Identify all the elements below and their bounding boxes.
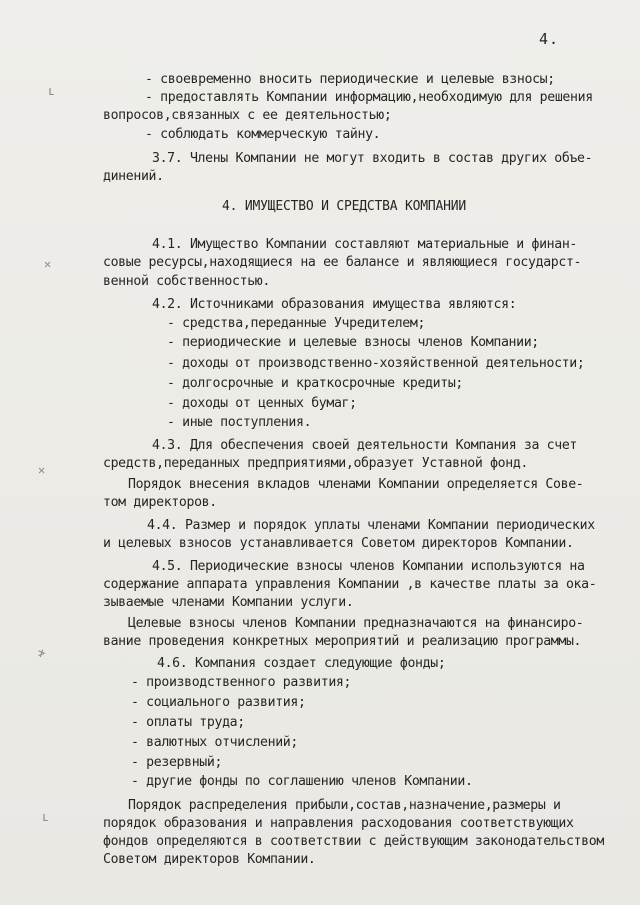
text-line: - долгосрочные и краткосрочные кредиты; <box>167 376 463 391</box>
text-line: вание проведения конкретных мероприятий и реализацию программы. <box>103 634 582 649</box>
text-line: 3.7. Члены Компании не могут входить в состав других объе- <box>152 151 593 166</box>
text-line: 4.6. Компания создает следующие фонды; <box>157 656 446 671</box>
text-line: - резервный; <box>131 755 223 770</box>
text-line: динений. <box>103 169 164 184</box>
text-line: Целевые взносы членов Компании предназначаются на финансиро- <box>128 616 584 631</box>
text-line: фондов определяются в соответствии с действующим законодательством <box>103 834 604 849</box>
text-line: - соблюдать коммерческую тайну. <box>145 127 381 142</box>
text-line: и целевых взносов устанавливается Советом директоров Компании. <box>103 536 574 551</box>
margin-mark: ʟ <box>42 810 50 824</box>
margin-mark: ✕ <box>38 463 46 477</box>
margin-mark: ʟ <box>48 84 56 98</box>
text-line: - предоставлять Компании информацию,необходимую для решения <box>145 90 593 105</box>
text-line: - валютных отчислений; <box>131 735 298 750</box>
section-heading: 4. ИМУЩЕСТВО И СРЕДСТВА КОМПАНИИ <box>222 199 467 214</box>
text-line: 4.4. Размер и порядок уплаты членами Компании периодических <box>147 518 595 533</box>
margin-mark: ≯ <box>38 646 46 660</box>
text-line: совые ресурсы,находящиеся на ее балансе и являющиеся государст- <box>103 255 582 270</box>
text-line: средств,переданных предприятиями,образует Уставной фонд. <box>103 456 529 471</box>
text-line: - иные поступления. <box>167 415 312 430</box>
text-line: - своевременно вносить периодические и целевые взносы; <box>145 72 555 87</box>
text-line: 4.5. Периодические взносы членов Компании используются на <box>152 559 585 574</box>
text-line: 4.1. Имущество Компании составляют материальные и финан- <box>152 237 578 252</box>
text-line: 4.2. Источниками образования имущества являются: <box>152 297 517 312</box>
text-line: зываемые членами Компании услуги. <box>103 595 354 610</box>
text-line: содержание аппарата управления Компании ,в качестве платы за ока- <box>103 577 597 592</box>
margin-mark: ✕ <box>44 257 52 271</box>
text-line: венной собственностью. <box>103 274 270 289</box>
text-line: - производственного развития; <box>131 675 352 690</box>
text-line: порядок образования и направления расходования соответствующих <box>103 816 574 831</box>
text-line: - другие фонды по соглашению членов Компании. <box>131 774 473 789</box>
text-line: Порядок распределения прибыли,состав,назначение,размеры и <box>128 798 561 813</box>
text-line: - средства,переданные Учредителем; <box>167 316 426 331</box>
text-line: - социального развития; <box>131 695 306 710</box>
text-line: - доходы от ценных бумаг; <box>167 396 357 411</box>
text-line: Порядок внесения вкладов членами Компании определяется Сове- <box>128 477 584 492</box>
text-line: вопросов,связанных с ее деятельностью; <box>103 108 392 123</box>
text-line: том директоров. <box>103 495 217 510</box>
page-number: 4. <box>539 30 560 48</box>
text-line: 4.3. Для обеспечения своей деятельности Компания за счет <box>152 438 578 453</box>
text-line: - оплаты труда; <box>131 715 245 730</box>
text-line: Советом директоров Компании. <box>103 852 316 867</box>
text-line: - доходы от производственно-хозяйственной деятельности; <box>167 356 585 371</box>
text-line: - периодические и целевые взносы членов Компании; <box>167 335 539 350</box>
